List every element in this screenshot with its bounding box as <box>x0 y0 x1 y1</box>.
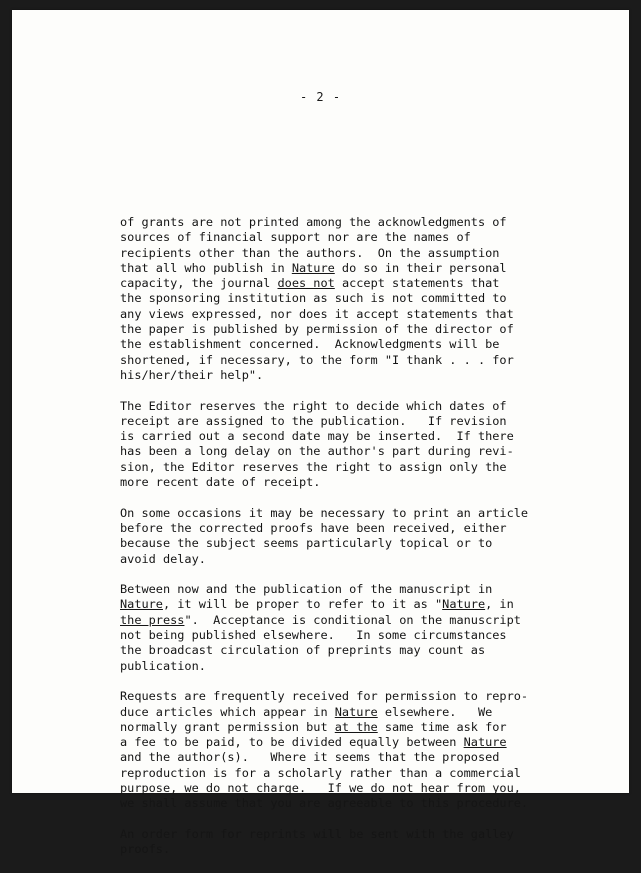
text-line <box>120 689 565 704</box>
text-line <box>120 444 565 459</box>
text-line <box>120 322 565 337</box>
text-line <box>120 353 565 368</box>
underlined-text: Nature <box>334 704 378 719</box>
text-line <box>120 735 565 750</box>
text-line <box>120 399 565 414</box>
text-line <box>120 521 565 536</box>
paragraph <box>120 827 565 858</box>
underlined-text: Nature <box>291 260 335 275</box>
text-line <box>120 781 565 796</box>
text-segment: of grants are not printed among the acknowledgments of <box>120 215 507 229</box>
paragraph <box>120 506 565 567</box>
paragraph <box>120 582 565 674</box>
text-line <box>120 215 565 230</box>
text-segment: Requests are frequently received for permission to repro- <box>120 689 529 704</box>
text-segment: On some occasions it may be necessary to print an article <box>120 505 529 520</box>
text-segment: more recent date of receipt. <box>120 475 321 490</box>
text-segment: the broadcast circulation of preprints may count as <box>120 643 486 658</box>
underlined-text: at the <box>334 719 378 734</box>
text-line <box>120 643 565 658</box>
text-line <box>120 506 565 521</box>
text-segment: , in <box>485 597 514 612</box>
text-line <box>120 246 565 261</box>
underlined-text: does not <box>277 276 335 291</box>
text-line <box>120 460 565 475</box>
text-segment: publication. <box>120 658 206 673</box>
text-segment: An order form for reprints will be sent with the galley <box>120 826 514 841</box>
text-segment: accept statements that <box>334 276 500 291</box>
paragraph <box>120 689 565 811</box>
text-line <box>120 597 565 612</box>
text-segment: capacity, the journal <box>120 276 278 291</box>
text-segment: The Editor reserves the right to decide which dates of <box>120 398 507 413</box>
text-segment: receipt are assigned to the publication. If revision <box>120 413 507 428</box>
underlined-text: the press <box>120 612 185 627</box>
paragraph <box>120 399 565 491</box>
text-line <box>120 475 565 490</box>
text-segment: avoid delay. <box>120 551 206 566</box>
underlined-text: Nature <box>120 597 163 612</box>
text-segment: we shall assume that you are agreeable to this procedure. <box>120 796 529 811</box>
text-segment: same time ask for <box>377 719 507 734</box>
text-line <box>120 291 565 306</box>
text-line <box>120 552 565 567</box>
text-segment: elsewhere. We <box>377 704 493 719</box>
text-line <box>120 766 565 781</box>
underlined-text: Nature <box>463 735 507 750</box>
text-segment: sources of financial support nor are the names of <box>120 230 471 245</box>
text-segment: , it will be proper to refer to it as " <box>162 597 443 612</box>
text-segment: is carried out a second date may be inserted. If there <box>120 429 514 444</box>
text-line <box>120 536 565 551</box>
text-segment: normally grant permission but <box>120 719 335 734</box>
text-segment: the sponsoring institution as such is not committed to <box>120 291 507 306</box>
text-line <box>120 613 565 628</box>
text-line <box>120 414 565 429</box>
text-segment: Between now and the publication of the manuscript in <box>120 582 493 597</box>
text-segment: purpose, we do not charge. If we do not hear from you, <box>120 780 521 795</box>
text-segment: and the author(s). Where it seems that the proposed <box>120 750 500 765</box>
text-line <box>120 230 565 245</box>
text-line <box>120 582 565 597</box>
paragraph <box>120 215 565 383</box>
text-line <box>120 705 565 720</box>
text-line <box>120 750 565 765</box>
document-page <box>12 10 629 857</box>
text-segment: not being published elsewhere. In some circumstances <box>120 628 507 643</box>
text-segment: sion, the Editor reserves the right to assign only the <box>120 459 507 474</box>
text-line <box>120 720 565 735</box>
text-segment: recipients other than the authors. On the assumption <box>120 245 500 260</box>
page-number: - 2 - <box>299 90 342 104</box>
text-line <box>120 659 565 674</box>
text-segment: do so in their personal <box>334 260 507 275</box>
text-line <box>120 307 565 322</box>
text-segment: has been a long delay on the author's part during revi- <box>120 444 514 459</box>
text-line <box>120 337 565 352</box>
text-segment: duce articles which appear in <box>120 704 335 719</box>
text-line <box>120 796 565 811</box>
text-line <box>120 261 565 276</box>
text-line <box>120 276 565 291</box>
text-segment: the paper is published by permission of the director of <box>120 322 514 337</box>
text-segment: shortened, if necessary, to the form "I thank . . . for <box>120 352 514 367</box>
text-segment: his/her/their help". <box>120 367 264 382</box>
text-segment: the establishment concerned. Acknowledgments will be <box>120 337 500 352</box>
text-segment: a fee to be paid, to be divided equally between <box>120 735 464 750</box>
text-segment: reproduction is for a scholarly rather than a commercial <box>120 765 521 780</box>
text-segment: any views expressed, nor does it accept statements that <box>120 306 514 321</box>
text-line <box>120 368 565 383</box>
text-segment: before the corrected proofs have been received, either <box>120 520 507 535</box>
text-segment: that all who publish in <box>120 260 292 275</box>
text-line <box>120 628 565 643</box>
text-segment: because the subject seems particularly topical or to <box>120 536 493 551</box>
text-line <box>120 827 565 842</box>
text-line <box>120 842 565 857</box>
text-segment: ". Acceptance is conditional on the manuscript <box>184 612 521 627</box>
text-segment: proofs. <box>120 842 171 857</box>
underlined-text: Nature <box>442 597 486 612</box>
text-line <box>120 429 565 444</box>
document-body <box>120 215 565 873</box>
